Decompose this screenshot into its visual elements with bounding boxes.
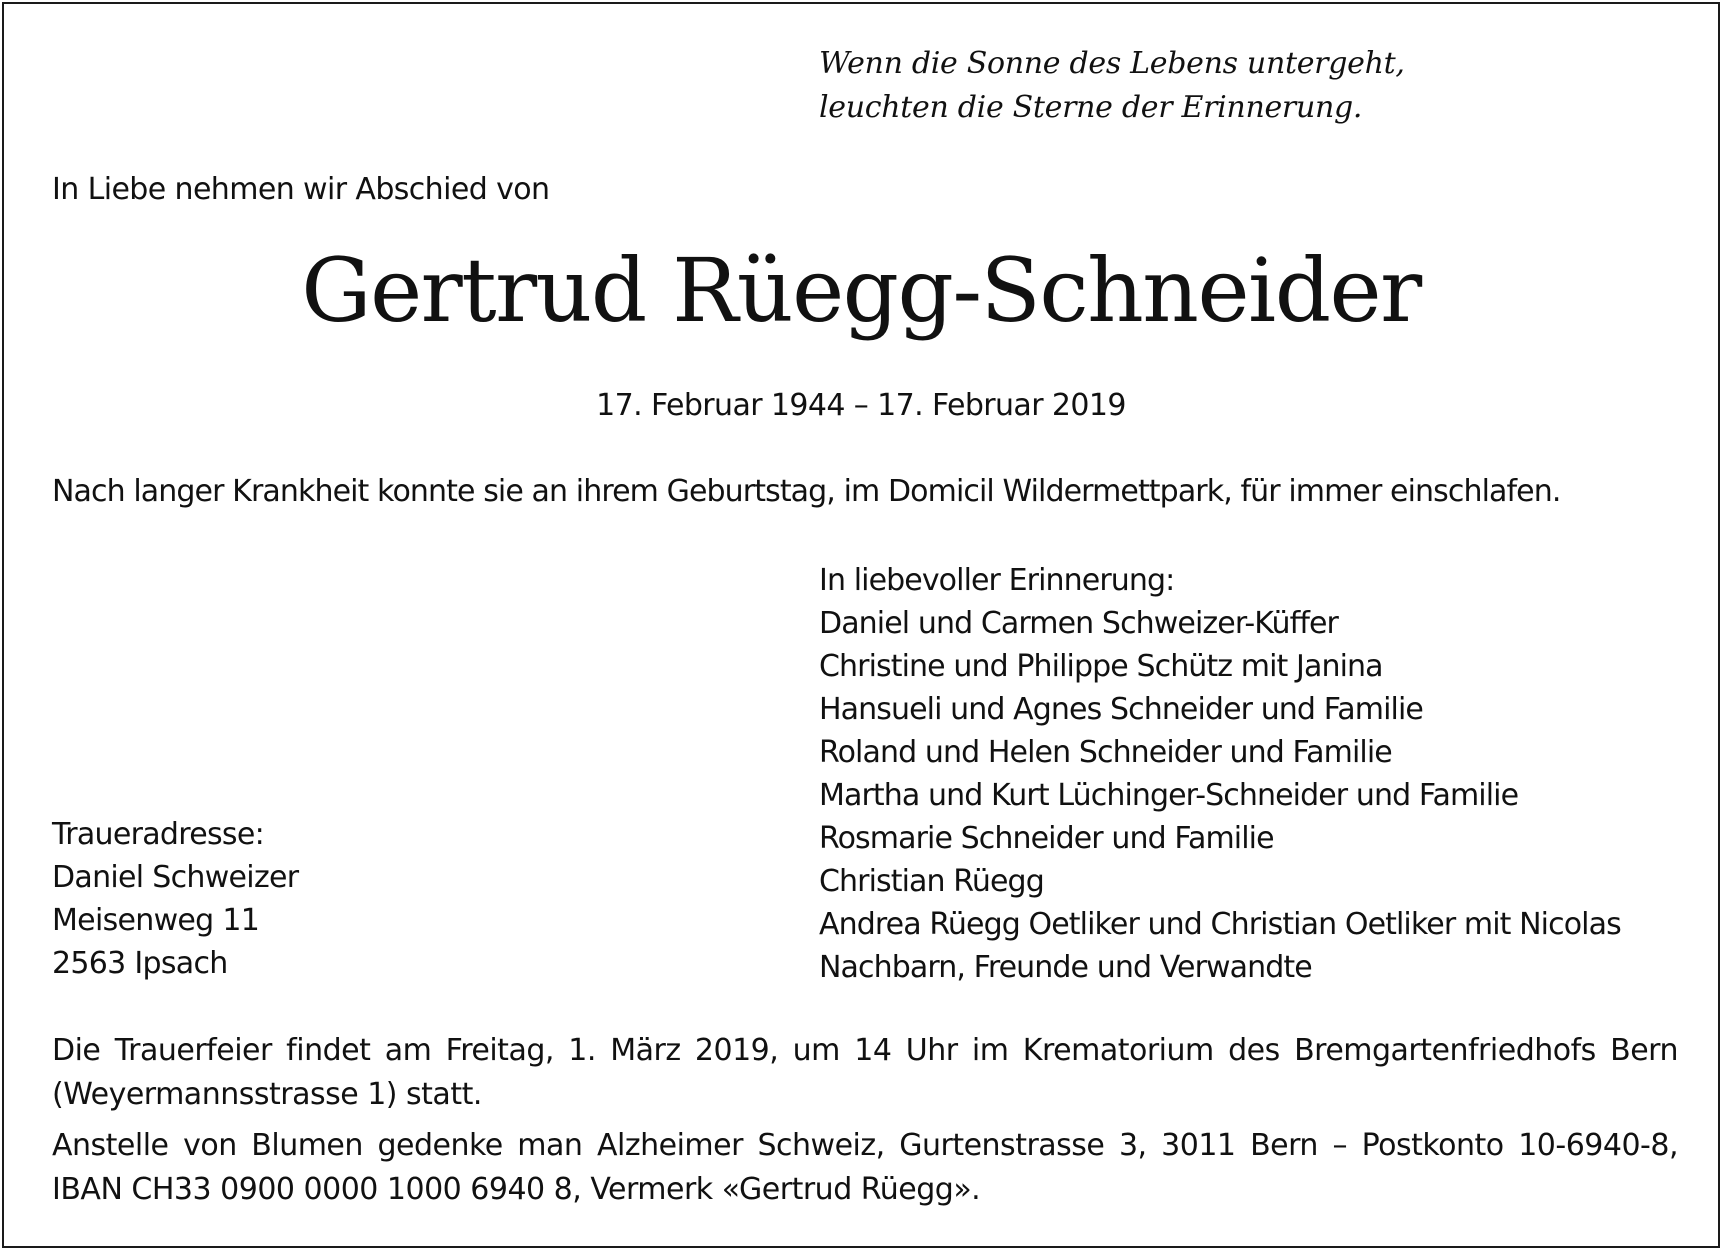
address-line: 2563 Ipsach <box>52 946 228 981</box>
mourner-name: Roland und Helen Schneider und Familie <box>819 735 1392 770</box>
life-dates: 17. Februar 1944 – 17. Februar 2019 <box>596 388 1126 423</box>
deceased-name: Gertrud Rüegg-Schneider <box>301 239 1421 342</box>
donation-line: IBAN CH33 0900 0000 1000 6940 8, Vermerk «Gertrud Rüegg». <box>52 1172 981 1207</box>
mourner-name: Andrea Rüegg Oetliker und Christian Oetliker mit Nicolas <box>819 907 1621 942</box>
motto-quote <box>819 42 1405 130</box>
mourners-heading: In liebevoller Erinnerung: <box>819 563 1175 598</box>
funeral-service-info <box>52 1029 1678 1117</box>
donation-info <box>52 1124 1678 1212</box>
motto-line: Wenn die Sonne des Lebens untergeht, <box>819 46 1405 81</box>
mourner-name: Daniel und Carmen Schweizer-Küffer <box>819 606 1338 641</box>
mourner-name: Christine und Philippe Schütz mit Janina <box>819 649 1383 684</box>
mourning-address <box>52 813 298 985</box>
address-label: Traueradresse: <box>52 817 265 852</box>
mourner-name: Christian Rüegg <box>819 864 1044 899</box>
motto-line: leuchten die Sterne der Erinnerung. <box>819 90 1363 125</box>
passing-sentence: Nach langer Krankheit konnte sie an ihrem Geburtstag, im Domicil Wildermettpark, für immer einschlafen. <box>52 474 1561 509</box>
mourner-name: Rosmarie Schneider und Familie <box>819 821 1274 856</box>
mourners-list <box>819 559 1621 989</box>
mourner-name: Martha und Kurt Lüchinger-Schneider und Familie <box>819 778 1519 813</box>
obituary-notice <box>2 2 1720 1248</box>
service-line: Die Trauerfeier findet am Freitag, 1. März 2019, um 14 Uhr im Krematorium des Bremgartenfriedhofs Bern <box>52 1033 1678 1068</box>
service-line: (Weyermannsstrasse 1) statt. <box>52 1077 482 1112</box>
address-line: Daniel Schweizer <box>52 860 299 895</box>
mourner-name: Nachbarn, Freunde und Verwandte <box>819 950 1312 985</box>
intro-text: In Liebe nehmen wir Abschied von <box>52 172 550 207</box>
donation-line: Anstelle von Blumen gedenke man Alzheimer Schweiz, Gurtenstrasse 3, 3011 Bern – Postkonto 10-6940-8, <box>52 1128 1678 1163</box>
mourner-name: Hansueli und Agnes Schneider und Familie <box>819 692 1423 727</box>
address-line: Meisenweg 11 <box>52 903 260 938</box>
